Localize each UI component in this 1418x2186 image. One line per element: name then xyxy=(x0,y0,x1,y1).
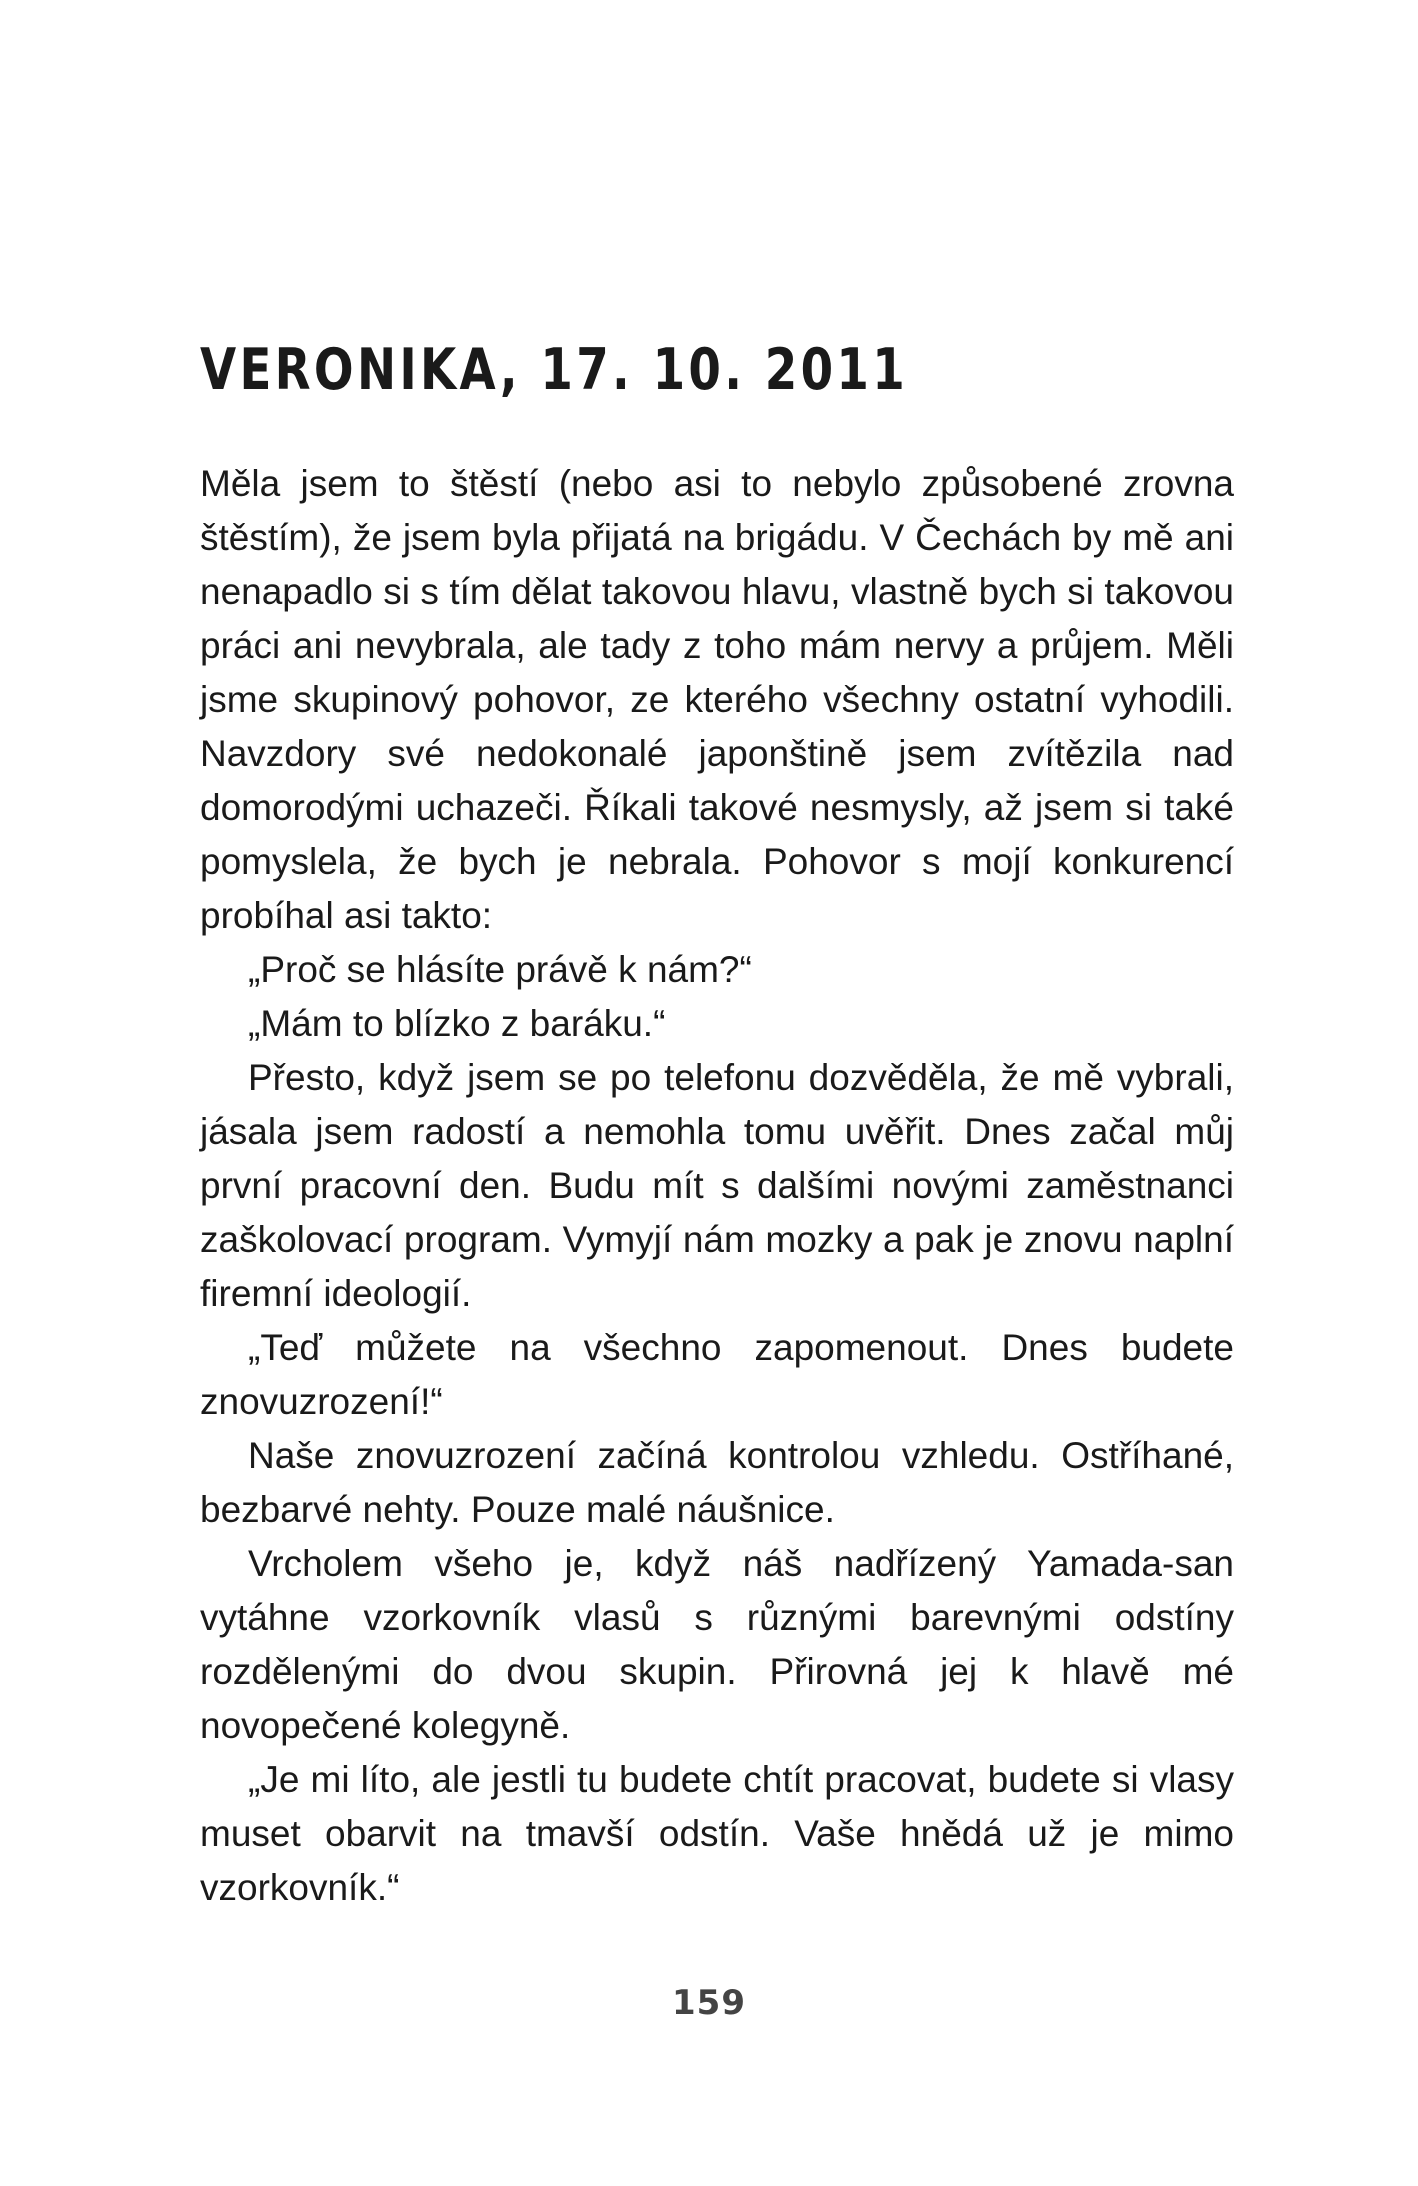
dialogue-line: „Proč se hlásíte právě k nám?“ xyxy=(248,949,752,990)
chapter-title: VERONIKA, 17. 10. 2011 xyxy=(200,337,909,403)
page-number: 159 xyxy=(672,1983,746,2023)
paragraph: Měla jsem to štěstí (nebo asi to nebylo způsobené zrovna štěstím), že jsem byla přijatá na brigádu. V Čechách by mě ani nenapadlo si s tím dělat takovou hlavu, vlastně bych si takovou práci ani nevybrala, ale tady z toho mám nervy a průjem. Měli jsme skupinový pohovor, ze kterého všechny ostatní vyhodili. Navzdory své nedokonalé japonštině jsem zvítězila nad domorodými uchazeči. Říkali takové nesmysly, až jsem si také pomyslela, že bych je nebrala. Pohovor s mojí konkurencí probíhal asi takto: xyxy=(200,463,1234,936)
paragraph: Přesto, když jsem se po telefonu dozvěděla, že mě vybrali, jásala jsem radostí a nemohla tomu uvěřit. Dnes začal můj první pracovní den. Budu mít s dalšími novými zaměstnanci zaškolovací program. Vymyjí nám mozky a pak je znovu naplní firemní ideologií. xyxy=(200,1057,1234,1314)
body-text xyxy=(200,457,1234,1915)
dialogue-line: „Teď můžete na všechno zapomenout. Dnes budete znovuzrození!“ xyxy=(200,1327,1234,1422)
dialogue-line: „Mám to blízko z baráku.“ xyxy=(248,1003,666,1044)
paragraph: Naše znovuzrození začíná kontrolou vzhledu. Ostříhané, bezbarvé nehty. Pouze malé náušnice. xyxy=(200,1435,1234,1530)
dialogue-line: „Je mi líto, ale jestli tu budete chtít pracovat, budete si vlasy muset obarvit na tmavší odstín. Vaše hnědá už je mimo vzorkovník.“ xyxy=(200,1759,1234,1908)
paragraph: Vrcholem všeho je, když náš nadřízený Yamada-san vytáhne vzorkovník vlasů s různými barevnými odstíny rozdělenými do dvou skupin. Přirovná jej k hlavě mé novopečené kolegyně. xyxy=(200,1543,1234,1746)
